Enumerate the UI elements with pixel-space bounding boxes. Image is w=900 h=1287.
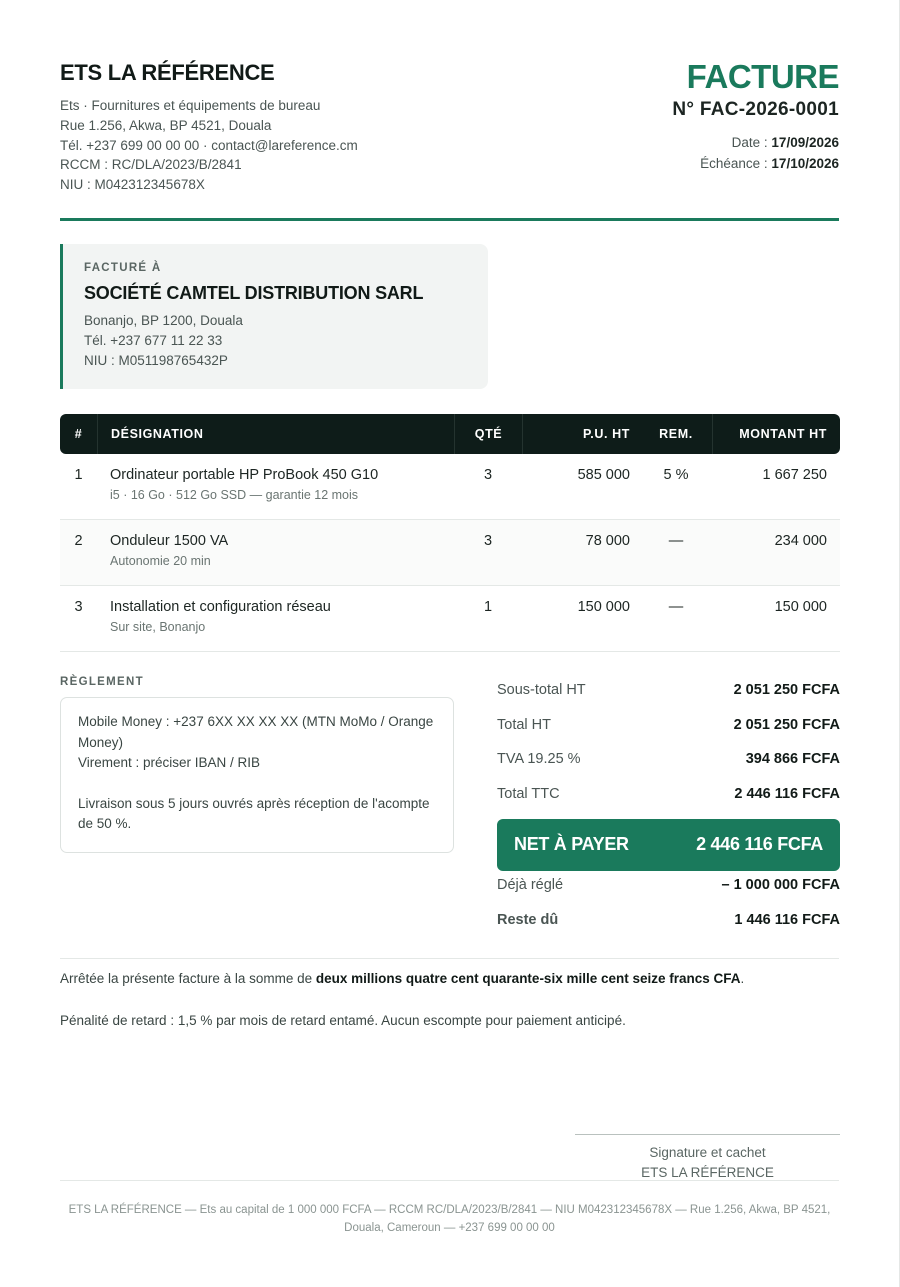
invoice-dates (672, 133, 839, 174)
invoice-header (60, 60, 839, 200)
column-header-qty: QTÉ (454, 414, 522, 454)
seller-line: NIU : M042312345678X (60, 177, 205, 193)
row-qty: 1 (483, 599, 493, 615)
item-name: Onduleur 1500 VA (110, 533, 229, 549)
payment-transfer: Virement : préciser IBAN / RIB (78, 755, 261, 770)
row-amount: 1 667 250 (762, 467, 827, 483)
signature-company: ETS LA RÉFÉRENCE (641, 1164, 774, 1180)
table-header (60, 414, 840, 454)
signature-block (575, 1134, 840, 1182)
subtotal-row (497, 676, 840, 711)
client-card (60, 244, 488, 389)
row-designation (110, 467, 470, 502)
balance-due-value: 1 446 116 FCFA (734, 911, 840, 928)
client-name: SOCIÉTÉ CAMTEL DISTRIBUTION SARL (84, 283, 424, 303)
row-discount: — (668, 533, 684, 549)
payment-box (60, 697, 454, 853)
document-info (672, 60, 839, 174)
item-name: Installation et configuration réseau (110, 599, 331, 615)
client-line: Bonanjo, BP 1200, Douala (84, 313, 243, 328)
tva-row (497, 745, 840, 780)
invoice-number: N° FAC-2026-0001 (672, 99, 839, 120)
amount-in-words-suffix: . (740, 971, 745, 986)
tva-value: 394 866 FCFA (745, 751, 840, 768)
amount-in-words (60, 969, 839, 989)
item-detail: i5 · 16 Go · 512 Go SSD — garantie 12 mois (110, 488, 359, 502)
invoice-due-label: Échéance : (700, 155, 772, 171)
row-discount: 5 % (663, 467, 689, 483)
column-header-unit-price: P.U. HT (522, 414, 630, 454)
legal-footer: ETS LA RÉFÉRENCE — Ets au capital de 1 000 000 FCFA — RCCM RC/DLA/2023/B/2841 — NIU M042312345678X — Rue 1.256, Akwa, BP 4521, Douala, Cameroun — +237 699 00 00 00 (68, 1204, 831, 1234)
total-ht-value: 2 051 250 FCFA (733, 716, 840, 733)
invoice-date (672, 133, 839, 154)
amount-in-words-prefix: Arrêtée la présente facture à la somme de (60, 971, 316, 986)
document-title: FACTURE (686, 58, 839, 95)
subtotal-value: 2 051 250 FCFA (733, 682, 840, 698)
items-table (60, 414, 840, 652)
item-name: Ordinateur portable HP ProBook 450 G10 (110, 467, 379, 483)
item-detail: Autonomie 20 min (110, 554, 211, 568)
client-line: NIU : M051198765432P (84, 352, 228, 368)
delivery-terms: Livraison sous 5 jours ouvrés après réception de l'acompte de 50 %. (78, 795, 430, 831)
amount-in-words-value: deux millions quatre cent quarante-six mille cent seize francs CFA (315, 971, 741, 986)
row-discount: — (668, 599, 684, 615)
row-designation (110, 533, 470, 568)
net-to-pay-label: NET À PAYER (514, 834, 629, 854)
already-paid-value: – 1 000 000 FCFA (721, 877, 840, 893)
row-designation (110, 599, 470, 634)
already-paid-row (497, 871, 840, 906)
totals-block (497, 676, 840, 815)
row-unit-price: 78 000 (585, 533, 630, 549)
seller-line: Tél. +237 699 00 00 00 · contact@lareference.cm (60, 137, 358, 153)
seller-line: RCCM : RC/DLA/2023/B/2841 (60, 157, 242, 173)
header-divider (60, 218, 839, 221)
client-label: FACTURÉ À (84, 262, 162, 274)
table-row (60, 520, 840, 586)
late-penalty-note: Pénalité de retard : 1,5 % par mois de retard entamé. Aucun escompte pour paiement anticipé. (60, 1013, 626, 1028)
table-row (60, 586, 840, 652)
invoice-due-date (672, 154, 839, 175)
invoice-due-value: 17/10/2026 (771, 155, 839, 171)
total-ttc-row (497, 780, 840, 815)
row-number: 2 (74, 533, 83, 549)
total-ht-label: Total HT (497, 716, 551, 733)
already-paid-label: Déjà réglé (497, 877, 564, 893)
row-number: 1 (74, 467, 83, 483)
item-detail: Sur site, Bonanjo (110, 620, 206, 634)
balance-due-label: Reste dû (497, 911, 559, 928)
column-header-designation: DÉSIGNATION (97, 414, 454, 454)
notes-divider (60, 958, 839, 959)
net-to-pay-value: 2 446 116 FCFA (696, 834, 823, 854)
column-header-num: # (74, 427, 83, 441)
signature-label: Signature et cachet (649, 1145, 766, 1160)
net-to-pay-banner (497, 819, 840, 871)
payment-mobile-money: Mobile Money : +237 6XX XX XX XX (MTN MoMo / Orange Money) (78, 714, 434, 750)
row-qty: 3 (483, 533, 493, 549)
client-details (84, 311, 467, 370)
row-amount: 150 000 (774, 599, 827, 615)
total-ttc-label: Total TTC (497, 786, 560, 803)
seller-name: ETS LA RÉFÉRENCE (60, 60, 275, 85)
total-ttc-value: 2 446 116 FCFA (734, 786, 840, 803)
seller-line: Ets · Fournitures et équipements de bureau (60, 98, 321, 113)
invoice-date-value: 17/09/2026 (771, 135, 839, 150)
row-unit-price: 585 000 (577, 467, 630, 483)
balance-due-row (497, 906, 840, 941)
footer-divider (60, 1180, 839, 1181)
row-number: 3 (74, 599, 83, 615)
invoice-date-label: Date : (731, 135, 772, 150)
row-amount: 234 000 (774, 533, 827, 549)
column-header-discount: REM. (659, 427, 693, 441)
column-header-amount: MONTANT HT (712, 414, 840, 454)
row-unit-price: 150 000 (577, 599, 630, 615)
client-line: Tél. +237 677 11 22 33 (84, 332, 223, 348)
row-qty: 3 (483, 467, 493, 483)
balance-block (497, 871, 840, 940)
total-ht-row (497, 711, 840, 746)
subtotal-label: Sous-total HT (497, 682, 586, 698)
tva-label: TVA 19.25 % (497, 751, 581, 768)
seller-line: Rue 1.256, Akwa, BP 4521, Douala (60, 117, 272, 133)
table-row (60, 454, 840, 520)
payment-label: RÈGLEMENT (60, 676, 144, 688)
